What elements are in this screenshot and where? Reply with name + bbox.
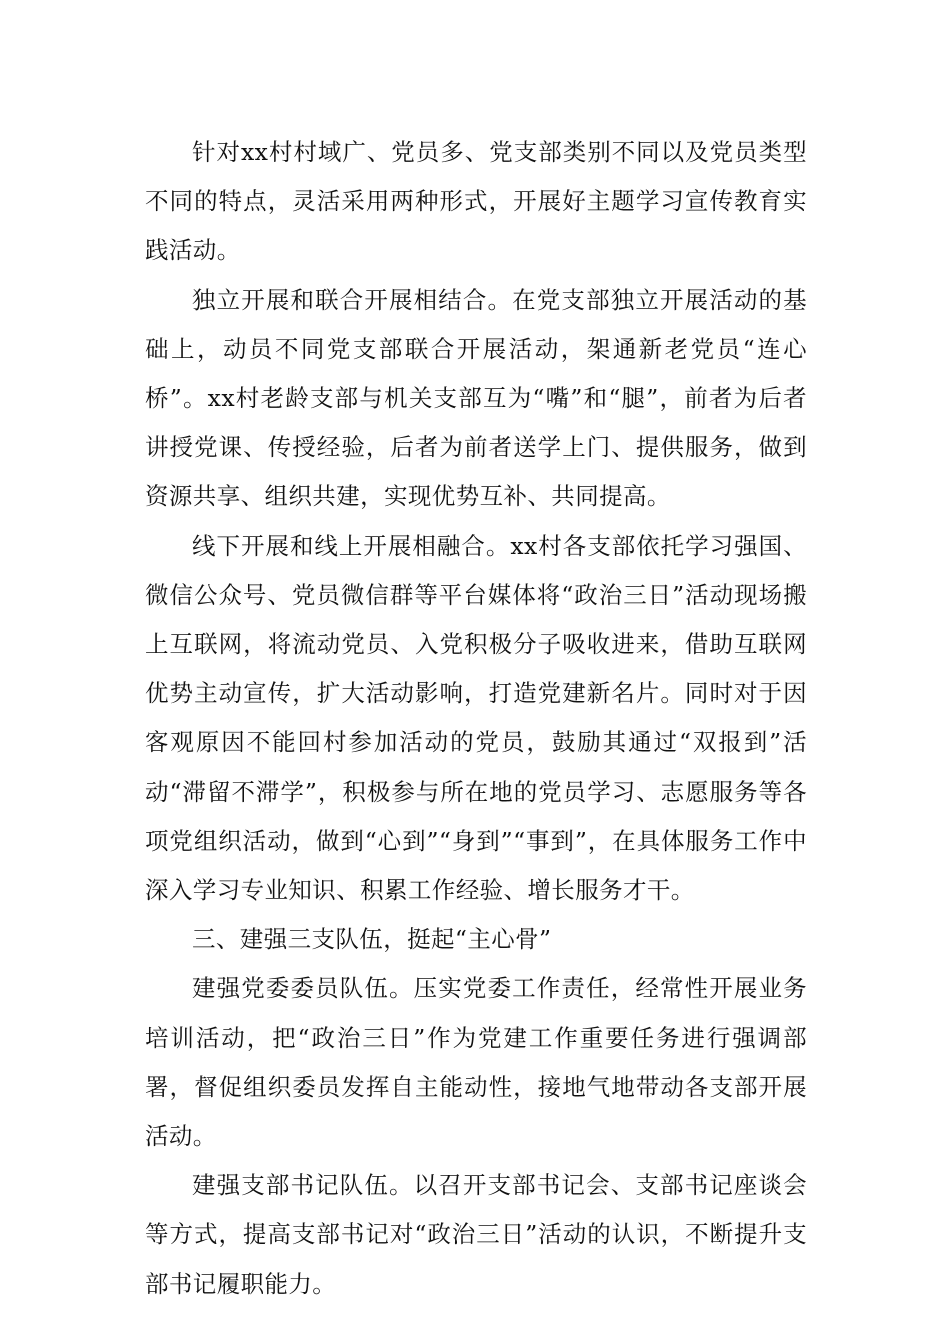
paragraph-independent-joint: 独立开展和联合开展相结合。在党支部独立开展活动的基础上，动员不同党支部联合开展活动，架通新老党员“连心桥”。xx村老龄支部与机关支部互为“嘴”和“腿”，前者为后者讲授党课、传授经验，后者为前者送学上门、提供服务，做到资源共享、组织共建，实现优势互补、共同提高。 [145,285,807,511]
document-body [145,128,807,1309]
paragraph-offline-online: 线下开展和线上开展相融合。xx村各支部依托学习强国、微信公众号、党员微信群等平台媒体将“政治三日”活动现场搬上互联网，将流动党员、入党积极分子吸收进来，借助互联网优势主动宣传，扩大活动影响，打造党建新名片。同时对于因客观原因不能回村参加活动的党员，鼓励其通过“双报到”活动“滞留不滞学”，积极参与所在地的党员学习、志愿服务等各项党组织活动，做到“心到”“身到”“事到”，在具体服务工作中深入学习专业知识、积累工作经验、增长服务才干。 [145,531,807,905]
paragraph-committee-members: 建强党委委员队伍。压实党委工作责任，经常性开展业务培训活动，把“政治三日”作为党建工作重要任务进行强调部署，督促组织委员发挥自主能动性，接地气地带动各支部开展活动。 [145,974,807,1151]
section-heading: 三、建强三支队伍，挺起“主心骨” [192,925,552,954]
paragraph-intro: 针对xx村村域广、党员多、党支部类别不同以及党员类型不同的特点，灵活采用两种形式，开展好主题学习宣传教育实践活动。 [145,138,807,265]
paragraph-branch-secretaries: 建强支部书记队伍。以召开支部书记会、支部书记座谈会等方式，提高支部书记对“政治三日”活动的认识，不断提升支部书记履职能力。 [145,1171,807,1298]
